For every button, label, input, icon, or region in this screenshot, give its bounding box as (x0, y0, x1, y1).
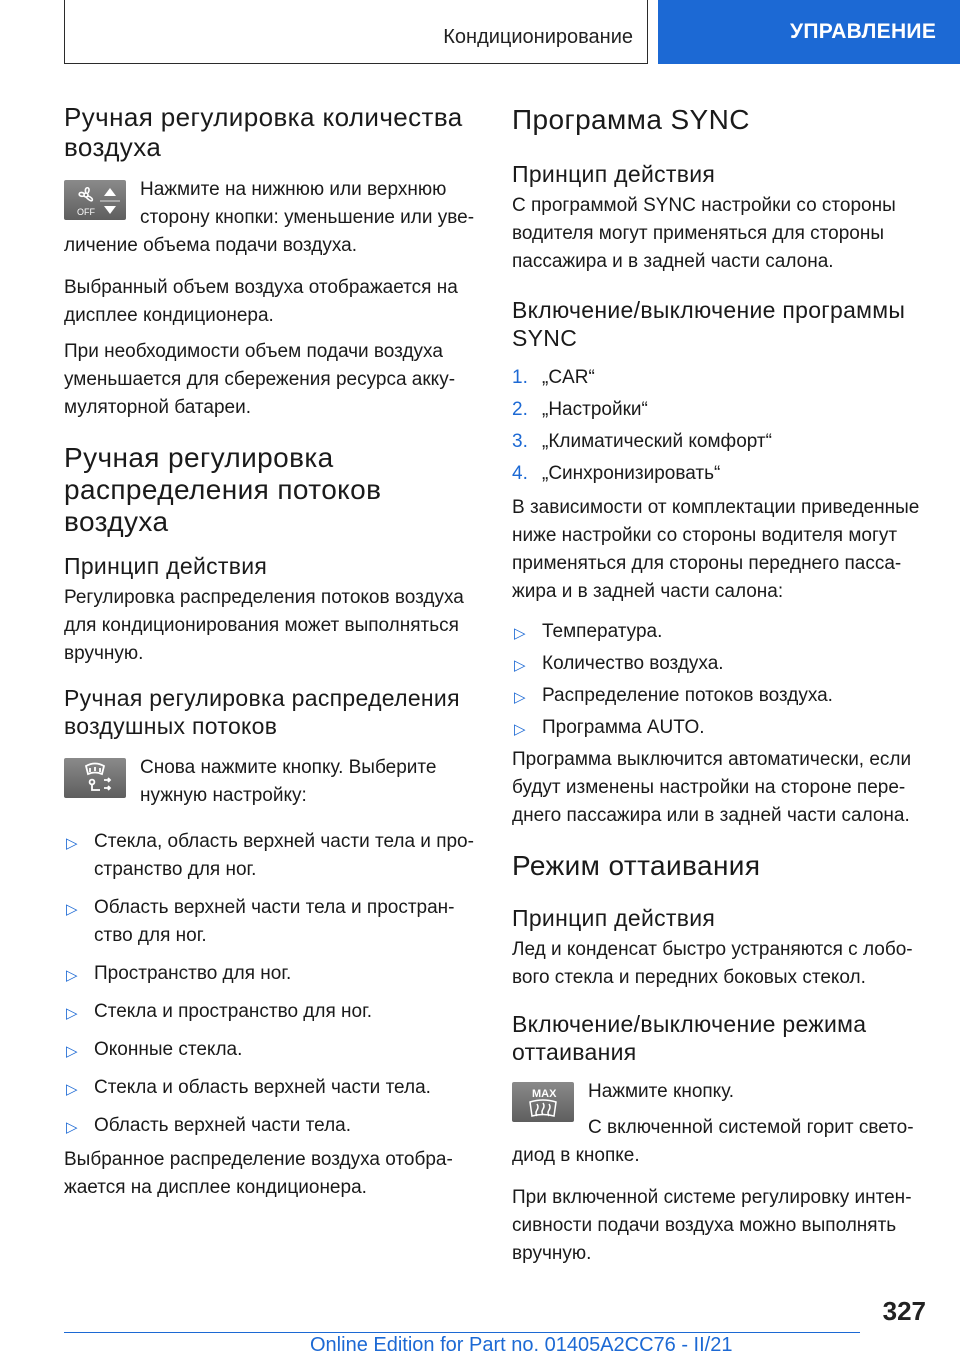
page-header (0, 0, 960, 66)
list-item: 1. „CAR“ (512, 367, 595, 388)
air-qty-text-2: Выбранный объем воздуха отображается на дисплее кондиционера. (64, 277, 458, 326)
right-column (512, 100, 924, 1268)
section-title: Кондиционирование (443, 26, 633, 48)
triangle-bullet-icon: ▷ (66, 1005, 78, 1022)
sync-items-list (512, 618, 924, 742)
list-item: ▷ Стекла, область верхней части тела и пространство для ног. (66, 831, 474, 880)
air-qty-text-1: Нажмите на нижнюю или верхнюю сторону кнопки: уменьшение или увеличение объема подачи воздуха. (64, 179, 475, 256)
list-item: ▷ Область верхней части тела. (64, 1112, 476, 1140)
air-distribution-button-icon (64, 758, 126, 798)
heading-principle-sync: Принцип действия (512, 161, 716, 187)
heading-sync-toggle: Включение/выключение программы SYNC (512, 297, 906, 351)
list-item: ▷ Температура. (512, 618, 924, 646)
flows-block (64, 754, 476, 810)
sync-text-2: В зависимости от комплектации приведенные ниже настройки со стороны водителя могут применяться для стороны переднего пассажира и в задней части салона: (512, 497, 920, 602)
heading-defrost: Режим оттаивания (512, 850, 761, 881)
air-qty-text-3: При необходимости объем подачи воздуха уменьшается для сбережения ресурса аккумуляторной батареи. (64, 341, 456, 418)
list-item: ▷ Стекла и область верхней части тела. (64, 1074, 476, 1102)
list-item: 3. „Климатический комфорт“ (512, 431, 772, 452)
left-column (64, 100, 476, 1202)
heading-principle-defrost: Принцип действия (512, 905, 716, 931)
triangle-bullet-icon: ▷ (66, 967, 78, 984)
flows-text: Снова нажмите кнопку. Выберите нужную настройку: (140, 757, 437, 806)
triangle-bullet-icon: ▷ (514, 689, 526, 706)
page-number: 327 (882, 1296, 926, 1326)
triangle-bullet-icon: ▷ (66, 1081, 78, 1098)
heading-air-quantity: Ручная регулировка количества воздуха (64, 102, 463, 162)
sync-text-3: Программа выключится автоматически, если будут изменены настройки на стороне переднего пассажира или в задней части салона. (512, 749, 912, 826)
distribution-options-list (64, 828, 476, 1140)
defrost-led-text: С включенной системой горит светодиод в кнопке. (512, 1117, 914, 1166)
triangle-bullet-icon: ▷ (66, 901, 78, 918)
list-item: 2. „Настройки“ (512, 399, 648, 420)
list-item: ▷ Оконные стекла. (64, 1036, 476, 1064)
header-section-box (64, 0, 648, 64)
triangle-bullet-icon: ▷ (514, 625, 526, 642)
list-item: ▷ Программа AUTO. (512, 714, 924, 742)
defrost-press-text: Нажмите кнопку. (588, 1081, 735, 1102)
footer-edition: Online Edition for Part no. 01405A2CC76 - II/21 (310, 1334, 733, 1356)
triangle-bullet-icon: ▷ (514, 657, 526, 674)
list-item: ▷ Количество воздуха. (512, 650, 924, 678)
defrost-text: Лед и конденсат быстро устраняются с лобового стекла и передних боковых стекол. (512, 939, 913, 988)
footer-divider (64, 1332, 860, 1333)
air-qty-block (64, 176, 476, 260)
heading-distribution: Ручная регулировка распределения потоков воздуха (64, 442, 382, 537)
heading-manual-flows: Ручная регулировка распределения воздушных потоков (64, 685, 460, 739)
heading-sync: Программа SYNC (512, 104, 750, 135)
heading-defrost-toggle: Включение/выключение режима оттаивания (512, 1011, 867, 1065)
chapter-tab: УПРАВЛЕНИЕ (658, 0, 960, 64)
triangle-bullet-icon: ▷ (66, 1043, 78, 1060)
triangle-bullet-icon: ▷ (66, 835, 78, 852)
sync-text: С программой SYNC настройки со стороны водителя могут применяться для стороны пассажира и в задней части салона. (512, 195, 896, 272)
list-item: ▷ Область верхней части тела и пространство для ног. (66, 897, 455, 946)
sync-steps-list (512, 364, 924, 488)
svg-text:OFF: OFF (77, 207, 95, 217)
list-item: 4. „Синхронизировать“ (512, 463, 721, 484)
svg-text:MAX: MAX (532, 1088, 557, 1100)
fan-button-icon (64, 180, 126, 220)
list-item: ▷ Стекла и пространство для ног. (64, 998, 476, 1026)
triangle-bullet-icon: ▷ (66, 1119, 78, 1136)
max-defrost-button-icon (512, 1082, 574, 1122)
defrost-block (512, 1078, 924, 1170)
heading-principle-left: Принцип действия (64, 553, 268, 579)
list-item: ▷ Пространство для ног. (64, 960, 476, 988)
list-item: ▷ Распределение потоков воздуха. (512, 682, 924, 710)
defrost-end-text: При включенной системе регулировку интенсивности подачи воздуха можно выполнять вручную. (512, 1187, 912, 1264)
flows-end-text: Выбранное распределение воздуха отображается на дисплее кондиционера. (64, 1149, 453, 1198)
triangle-bullet-icon: ▷ (514, 721, 526, 738)
principle-text: Регулировка распределения потоков воздуха для кондиционирования может выполняться вручную. (64, 587, 464, 664)
